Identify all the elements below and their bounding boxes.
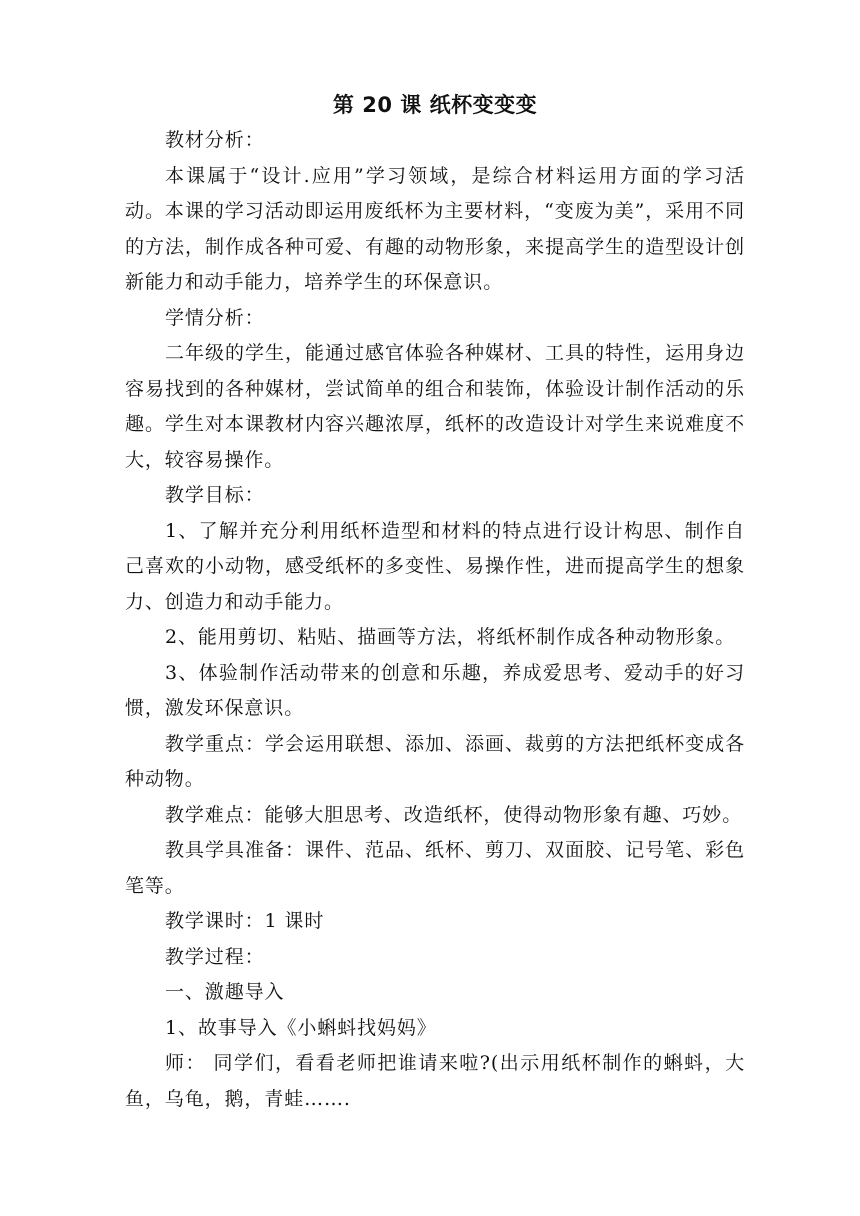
paragraph-process-heading: 教学过程： [165,945,265,968]
paragraph-materials: 教具学具准备：课件、范品、纸杯、剪刀、双面胶、记号笔、彩色笔等。 [125,839,745,897]
paragraph-class-hours: 教学课时：1 课时 [165,910,325,932]
paragraph-difficulties: 教学难点：能够大胆思考、改造纸杯，使得动物形象有趣、巧妙。 [165,803,743,826]
paragraph-material-analysis: 本课属于“设计.应用”学习领域，是综合材料运用方面的学习活动。本课的学习活动即运用废纸杯为主要材料，“变废为美”，采用不同的方法，制作成各种可爱、有趣的动物形象，来提高学生的造型设计创新能力和动手能力，培养学生的环保意识。 [125,164,745,293]
paragraph-objectives-heading: 教学目标： [165,484,265,506]
document-body [125,88,745,1117]
paragraph-objective-2: 2、能用剪切、粘贴、描画等方法，将纸杯制作成各种动物形象。 [165,626,736,648]
paragraph-story-intro: 1、故事导入《小蝌蚪找妈妈》 [165,1016,437,1039]
paragraph-student-analysis: 二年级的学生，能通过感官体验各种媒材、工具的特性，运用身边容易找到的各种媒材，尝试简单的组合和装饰，体验设计制作活动的乐趣。学生对本课教材内容兴趣浓厚，纸杯的改造设计对学生来说难度不大，较容易操作。 [125,342,745,471]
page-title: 第 20 课 纸杯变变变 [332,93,538,117]
paragraph-objective-3: 3、体验制作活动带来的创意和乐趣，养成爱思考、爱动手的好习惯，激发环保意识。 [125,661,745,719]
paragraph-teacher-line: 师： 同学们，看看老师把谁请来啦?(出示用纸杯制作的蝌蚪，大鱼，乌龟，鹅，青蛙……. [125,1052,745,1110]
paragraph-key-points: 教学重点：学会运用联想、添加、添画、裁剪的方法把纸杯变成各种动物。 [125,732,745,790]
paragraph-objective-1: 1、了解并充分利用纸杯造型和材料的特点进行设计构思、制作自己喜欢的小动物，感受纸杯的多变性、易操作性，进而提高学生的想象力、创造力和动手能力。 [125,519,745,613]
paragraph-student-analysis-heading: 学情分析： [165,306,265,329]
paragraph-material-analysis-heading: 教材分析： [165,129,265,151]
paragraph-section-1-heading: 一、激趣导入 [165,981,285,1003]
